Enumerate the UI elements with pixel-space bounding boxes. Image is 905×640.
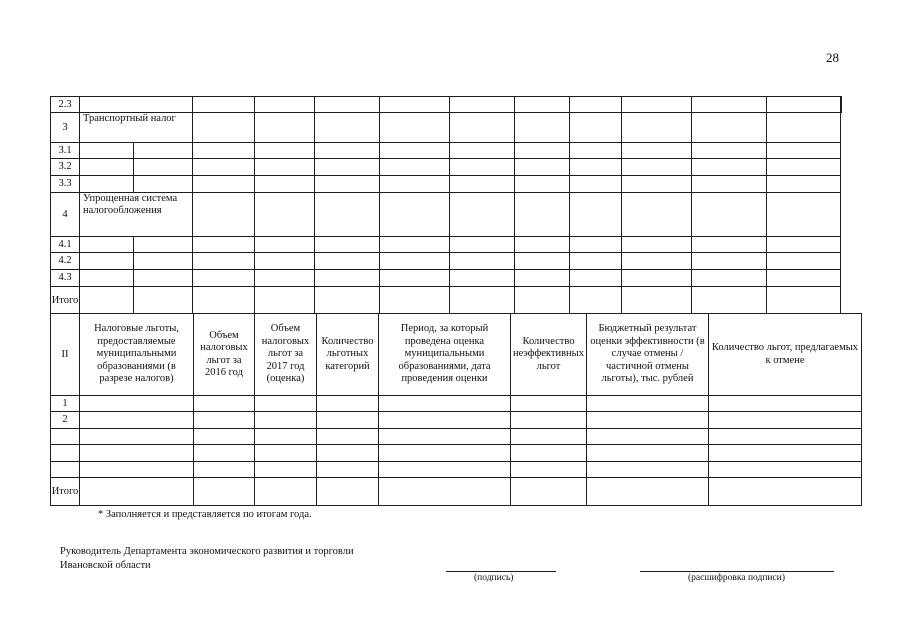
table-row bbox=[51, 287, 842, 314]
table-row bbox=[51, 113, 842, 143]
header-categories-count: Количество льготных категорий bbox=[317, 314, 379, 396]
row-number bbox=[51, 462, 80, 478]
signature-line bbox=[446, 571, 556, 572]
table-row bbox=[51, 97, 842, 113]
tax-table-part2 bbox=[50, 313, 862, 506]
table-row bbox=[51, 270, 842, 287]
table-row bbox=[51, 193, 842, 237]
signatory-position-line2: Ивановской области bbox=[60, 560, 151, 571]
row-number: 3.2 bbox=[51, 159, 80, 176]
row-label: Упрощенная система налогообложения bbox=[80, 193, 193, 237]
table-row bbox=[51, 396, 862, 412]
row-number: Итого bbox=[51, 287, 80, 314]
table-row bbox=[51, 478, 862, 506]
header-proposed-cancel: Количество льгот, предлагаемых к отмене bbox=[708, 314, 861, 396]
row-number: 3 bbox=[51, 113, 80, 143]
table-row bbox=[51, 237, 842, 253]
table-row bbox=[51, 143, 842, 159]
signature-caption: (подпись) bbox=[474, 573, 514, 583]
table-row bbox=[51, 445, 862, 462]
tax-table-part1 bbox=[50, 96, 842, 314]
row-number: 2 bbox=[51, 412, 80, 429]
row-number: Итого bbox=[51, 478, 80, 506]
decryption-line bbox=[640, 571, 834, 572]
section-number: II bbox=[51, 314, 80, 396]
row-number bbox=[51, 445, 80, 462]
footnote: * Заполняется и представляется по итогам года. bbox=[98, 509, 312, 520]
row-number: 4.2 bbox=[51, 253, 80, 270]
row-number: 4.1 bbox=[51, 237, 80, 253]
table-row bbox=[51, 412, 862, 429]
header-volume-2016: Объем налоговых льгот за 2016 год bbox=[194, 314, 255, 396]
signatory-position bbox=[60, 545, 354, 573]
table-row bbox=[51, 253, 842, 270]
page-number: 28 bbox=[826, 50, 839, 65]
row-number: 1 bbox=[51, 396, 80, 412]
table-row bbox=[51, 429, 862, 445]
row-number: 4 bbox=[51, 193, 80, 237]
decryption-caption: (расшифровка подписи) bbox=[688, 573, 785, 583]
header-assessment-period: Период, за который проведена оценка муниципальными образованиями, дата проведения оценки bbox=[379, 314, 511, 396]
header-volume-2017: Объем налоговых льгот за 2017 год (оценка) bbox=[255, 314, 317, 396]
row-number: 4.3 bbox=[51, 270, 80, 287]
table-header-row bbox=[51, 314, 862, 396]
row-number: 3.3 bbox=[51, 176, 80, 193]
row-number: 2.3 bbox=[51, 97, 80, 113]
row-number bbox=[51, 429, 80, 445]
row-number: 3.1 bbox=[51, 143, 80, 159]
table-row bbox=[51, 159, 842, 176]
table-row bbox=[51, 462, 862, 478]
header-tax-benefits: Налоговые льготы, предоставляемые муниципальными образованиями (в разрезе налогов) bbox=[80, 314, 194, 396]
header-budget-result: Бюджетный результат оценки эффективности (в случае отмены /частичной отмены льготы), тыс. рублей bbox=[586, 314, 708, 396]
row-label: Транспортный налог bbox=[80, 113, 193, 143]
table-row bbox=[51, 176, 842, 193]
signatory-position-line1: Руководитель Департамента экономического развития и торговли bbox=[60, 546, 354, 557]
header-ineffective-count: Количество неэффективных льгот bbox=[511, 314, 587, 396]
